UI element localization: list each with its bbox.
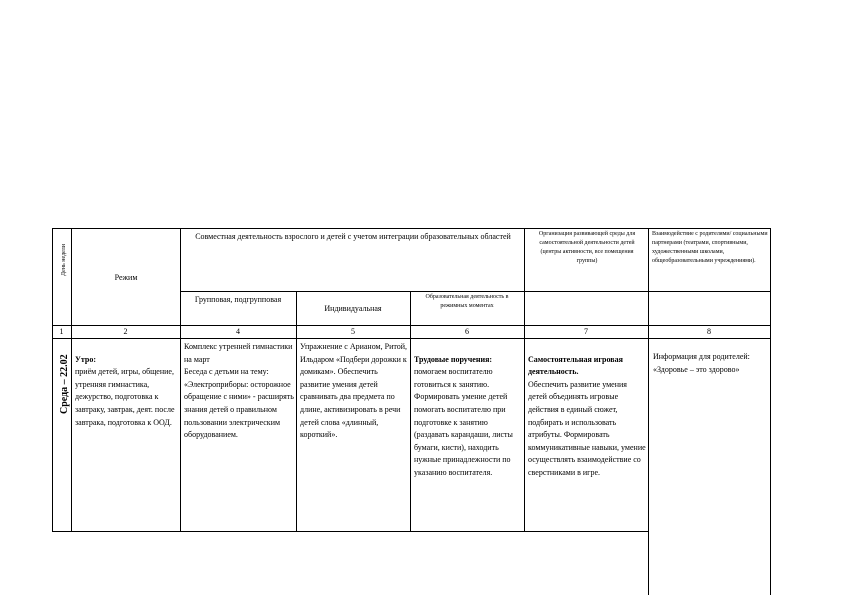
col-number-4: 4 [236,327,240,336]
cell-regime-text: помогаем воспитателю готовиться к занятию. Формировать умение детей помогать воспитателю при подготовке к занятию (раздавать карандаши, листы бумаги, кисти), находить нужные принадлежности по указанию воспитателя. [414,367,513,477]
header-individual: Индивидуальная [324,304,382,313]
col-number-6: 6 [465,327,469,336]
cell-parents: Информация для родителей: «Здоровье – это здорово» [653,352,750,374]
cell-group: Комплекс утренней гимнастики на март Беседа с детьми на тему: «Электроприборы: осторожное обращение с ними» - расширять знания детей о правильном пользовании электрическим оборудованием. [184,342,294,440]
header-day: День недели [61,244,67,276]
cell-regime-title: Трудовые поручения: [414,354,493,364]
col-number-7: 7 [584,327,588,336]
cell-environment-title: Самостоятельная игровая деятельность. [528,354,623,377]
col-number-5: 5 [351,327,355,336]
cell-regime [414,341,522,480]
cell-individual: Упражнение с Арианом, Ритой, Ильдаром «Подбери дорожки к домикам». Обеспечить развитие умения детей сравнивать два предмета по длине, активизировать в речи детей слова «длинный, короткий». [300,342,408,440]
day-value: Среда – 22.02 [59,354,70,414]
col-number-1: 1 [59,327,64,336]
table-col-divider-2 [180,228,181,532]
header-parents: Взаимодействие с родителями/ социальными партнерами (театрами, спортивными, художественными школами, общеобразовательными учреждениями). [652,231,768,264]
cell-mode-title: Утро: [75,354,97,364]
col-number-2: 2 [123,327,128,336]
cell-mode-text: приём детей, игры, общение, утренняя гимнастика, дежурство, подготовка к завтраку, завтрак, деят. после завтрака, подготовка к ООД. [75,367,175,427]
header-environment: Организация развивающей среды для самостоятельной деятельности детей (центры активности, все помещения группы) [538,231,636,264]
cell-environment [528,341,646,480]
table-border-top [52,228,771,229]
cell-environment-text: Обеспечить развитие умения детей объединять игровые действия в единый сюжет, подбирать и использовать атрибуты. Формировать коммуникативные навыки, умение осуществлять взаимодействие со сверстниками в игре. [528,379,646,477]
header-regime: Образовательная деятельность в режимных моментах [425,294,509,309]
header-group: Групповая, подгрупповая [194,295,282,304]
table-col-divider-6 [648,228,649,595]
cell-mode [75,341,179,429]
header-joint-activity: Совместная деятельность взрослого и детей с учетом интеграции образовательных областей [195,232,511,241]
table-col-divider-5 [524,228,525,532]
table-border-left [52,228,53,532]
table-line-subheader [180,291,771,292]
table-line-row-bottom [52,531,648,532]
table-border-right [770,228,771,595]
header-mode: Режим [114,273,138,282]
col-number-8: 8 [707,327,711,336]
